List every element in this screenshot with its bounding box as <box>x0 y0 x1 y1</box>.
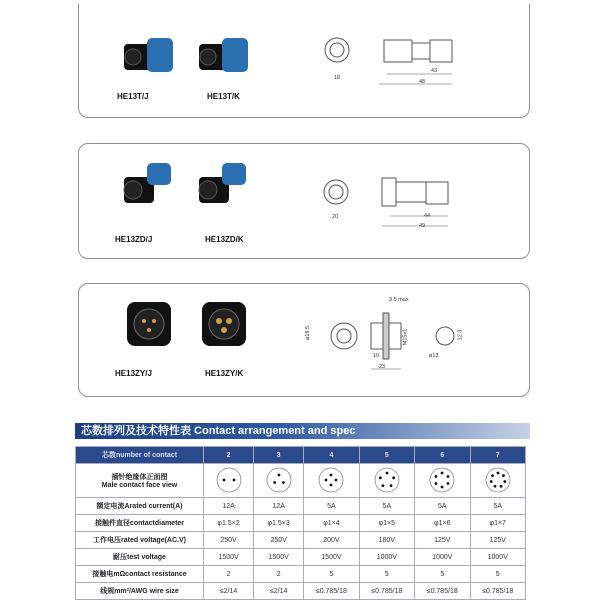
contact-pin <box>273 481 276 484</box>
contact-pin <box>330 483 333 486</box>
table-row <box>76 566 526 583</box>
dim-label: M15x1 <box>402 328 409 346</box>
contact-pin <box>379 476 382 479</box>
row-label: 额定电流Arated current(A) <box>76 498 204 515</box>
dimension-drawing <box>304 299 474 374</box>
table-cell: 1000V <box>415 549 470 566</box>
section-title: 芯数排列及技术特性表 Contact arrangement and spec <box>75 423 530 439</box>
connector-photo-k <box>194 159 254 214</box>
connector-photo-j <box>124 299 174 349</box>
contact-pin <box>435 475 438 478</box>
contact-pin <box>502 474 505 477</box>
table-cell: 200V <box>304 532 359 549</box>
contact-pin <box>441 485 444 488</box>
product-label: HE13ZD/K <box>205 235 244 244</box>
contact-pin <box>392 476 395 479</box>
table-cell: φ1.5×3 <box>254 515 304 532</box>
table-cell: ≤2/14 <box>254 583 304 600</box>
contact-pin <box>441 471 444 474</box>
product-label: HE13T/J <box>117 92 149 101</box>
table-cell: 5 <box>304 566 359 583</box>
table-cell: φ1×7 <box>470 515 526 532</box>
contact-pin <box>447 482 450 485</box>
row-label: 接触件直径contactdiameter <box>76 515 204 532</box>
table-cell: 2 <box>204 566 254 583</box>
header-cell: 4 <box>304 447 359 464</box>
header-cell: 7 <box>470 447 526 464</box>
face-view-cell <box>470 464 526 498</box>
table-cell: 250V <box>254 532 304 549</box>
row-label <box>76 464 204 498</box>
contact-pin <box>325 478 328 481</box>
header-cell: 5 <box>359 447 414 464</box>
row-label: 接触电mΩcontact resistance <box>76 566 204 583</box>
product-label: HE13ZY/K <box>205 369 244 378</box>
product-label: HE13T/K <box>207 92 240 101</box>
contact-pin <box>491 474 494 477</box>
connector-photo-j <box>119 32 179 82</box>
table-cell: 250V <box>204 532 254 549</box>
dim-label: 43 <box>431 68 438 74</box>
table-cell: 5 <box>359 566 414 583</box>
product-panel-he13zd <box>78 143 530 259</box>
dim-label: 18 <box>334 75 341 81</box>
table-cell: φ1×4 <box>304 515 359 532</box>
product-label: HE13ZD/J <box>115 235 153 244</box>
table-cell: ≤0.785/18 <box>415 583 470 600</box>
dim-label: 44 <box>424 213 431 219</box>
table-cell: ≤0.785/18 <box>359 583 414 600</box>
table-cell: 1000V <box>470 549 526 566</box>
face-view-cell <box>359 464 414 498</box>
table-cell: ≤2/14 <box>204 583 254 600</box>
face-view-row <box>76 464 526 498</box>
contact-pin <box>493 484 496 487</box>
table-cell: 5 <box>415 566 470 583</box>
table-header-row <box>76 447 526 464</box>
table-cell: 125V <box>415 532 470 549</box>
row-label: 线规mm²/AWG wire size <box>76 583 204 600</box>
contact-face-diagram <box>373 466 401 494</box>
dim-label: ø13 <box>429 353 439 359</box>
table-cell: 1500V <box>304 549 359 566</box>
dim-label: 10 <box>373 353 380 359</box>
contact-pin <box>277 473 280 476</box>
table-cell: 5A <box>470 498 526 515</box>
contact-pin <box>390 484 393 487</box>
table-cell: ≤0.785/18 <box>470 583 526 600</box>
product-panel-he13zy <box>78 283 530 397</box>
contact-face-diagram <box>265 466 293 494</box>
contact-pin <box>435 482 438 485</box>
contact-face-diagram <box>317 466 345 494</box>
product-label: HE13ZY/J <box>115 369 152 378</box>
contact-pin <box>503 480 506 483</box>
contact-face-diagram <box>484 466 512 494</box>
contact-pin <box>496 471 499 474</box>
face-view-cell <box>415 464 470 498</box>
table-cell: ≤0.785/18 <box>304 583 359 600</box>
product-panel-he13t <box>78 4 530 118</box>
contact-pin <box>330 473 333 476</box>
table-cell: 2 <box>254 566 304 583</box>
table-row <box>76 583 526 600</box>
contact-pin <box>385 471 388 474</box>
dim-label: 48 <box>419 79 426 85</box>
table-row <box>76 532 526 549</box>
dimension-drawing <box>319 32 479 92</box>
spec-table <box>75 446 526 600</box>
dim-label: 12.3 <box>457 329 464 341</box>
table-cell: 180V <box>359 532 414 549</box>
dim-label: 3.5 max <box>389 297 409 303</box>
table-cell: 1000V <box>359 549 414 566</box>
header-cell: 6 <box>415 447 470 464</box>
connector-photo-k <box>194 32 254 82</box>
face-label-en: Male contact face view <box>101 482 178 489</box>
contact-pin <box>490 480 493 483</box>
table-cell: 5A <box>359 498 414 515</box>
dim-label: 23 <box>379 364 386 370</box>
dim-label: 20 <box>332 214 339 220</box>
face-view-cell <box>304 464 359 498</box>
table-cell: φ1×6 <box>415 515 470 532</box>
header-cell: 芯数number of contact <box>76 447 204 464</box>
table-cell: 1500V <box>204 549 254 566</box>
contact-pin <box>381 484 384 487</box>
table-cell: φ1.5×2 <box>204 515 254 532</box>
table-cell: 1500V <box>254 549 304 566</box>
table-cell: 125V <box>470 532 526 549</box>
dimension-drawing <box>314 172 484 232</box>
table-cell: 5A <box>304 498 359 515</box>
table-row <box>76 515 526 532</box>
table-cell: 12A <box>204 498 254 515</box>
table-row <box>76 549 526 566</box>
table-cell: 5 <box>470 566 526 583</box>
contact-pin <box>232 478 235 481</box>
table-cell: φ1×5 <box>359 515 414 532</box>
face-view-cell <box>204 464 254 498</box>
face-label-cn: 插针绝缘体正面图 <box>111 474 168 481</box>
dim-label: 49 <box>419 223 426 229</box>
dim-label: ø19.5 <box>305 325 312 341</box>
table-cell: 5A <box>415 498 470 515</box>
contact-face-diagram <box>215 466 243 494</box>
header-cell: 2 <box>204 447 254 464</box>
header-cell: 3 <box>254 447 304 464</box>
contact-pin <box>282 481 285 484</box>
row-label: 工作电压rated voltage(AC.V) <box>76 532 204 549</box>
connector-photo-j <box>119 159 179 214</box>
contact-face-diagram <box>428 466 456 494</box>
connector-photo-k <box>199 299 249 349</box>
table-cell: 12A <box>254 498 304 515</box>
face-view-cell <box>254 464 304 498</box>
contact-pin <box>335 478 338 481</box>
contact-pin <box>447 475 450 478</box>
row-label: 耐压test voltage <box>76 549 204 566</box>
contact-pin <box>222 478 225 481</box>
table-row <box>76 498 526 515</box>
contact-pin <box>499 484 502 487</box>
